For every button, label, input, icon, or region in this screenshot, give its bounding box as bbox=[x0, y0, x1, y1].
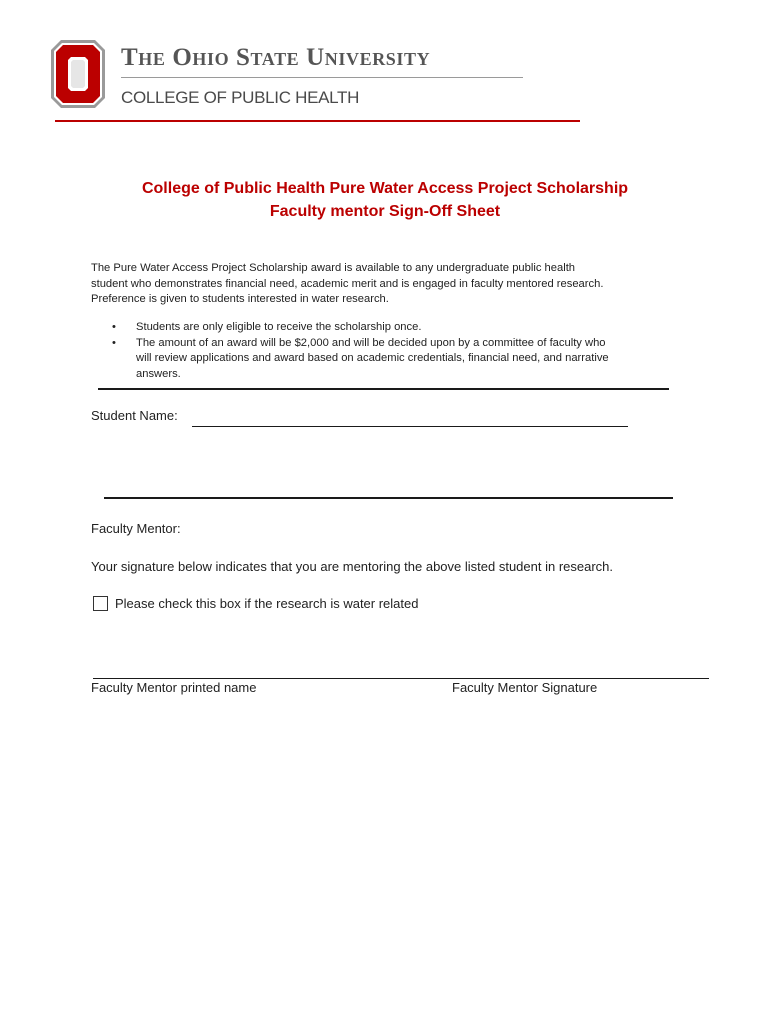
section-divider bbox=[98, 388, 669, 390]
eligibility-bullet-list bbox=[112, 320, 672, 382]
bullet-icon: • bbox=[112, 336, 116, 349]
signature-label: Faculty Mentor Signature bbox=[452, 680, 598, 695]
block-o-logo-icon bbox=[51, 40, 105, 108]
section-divider bbox=[104, 497, 673, 499]
bullet-line: Students are only eligible to receive the scholarship once. bbox=[136, 321, 422, 333]
intro-line: The Pure Water Access Project Scholarship award is available to any undergraduate public health bbox=[91, 262, 576, 274]
printed-name-field[interactable] bbox=[93, 678, 395, 679]
water-research-checkbox-row bbox=[93, 596, 418, 611]
university-name: The Ohio State University bbox=[121, 44, 431, 71]
intro-paragraph bbox=[91, 261, 681, 308]
document-title-line-2: Faculty mentor Sign-Off Sheet bbox=[269, 203, 501, 220]
bullet-line: answers. bbox=[136, 367, 181, 380]
intro-line: Preference is given to students interested in water research. bbox=[91, 293, 389, 305]
document-title-line-1: College of Public Health Pure Water Access Project Scholarship bbox=[141, 180, 629, 197]
intro-line: student who demonstrates financial need, academic merit and is engaged in faculty mentored research. bbox=[91, 277, 604, 290]
student-name-label: Student Name: bbox=[91, 408, 178, 423]
bullet-icon: • bbox=[112, 321, 116, 333]
header-divider-red bbox=[55, 120, 580, 122]
signature-field[interactable] bbox=[395, 678, 709, 679]
header-divider-gray bbox=[121, 77, 523, 78]
bullet-item bbox=[112, 320, 672, 336]
bullet-item bbox=[112, 336, 672, 383]
water-research-checkbox-label: Please check this box if the research is water related bbox=[115, 596, 419, 611]
student-name-field[interactable] bbox=[192, 426, 628, 427]
college-name: COLLEGE OF PUBLIC HEALTH bbox=[121, 88, 360, 107]
printed-name-label: Faculty Mentor printed name bbox=[91, 680, 257, 695]
bullet-line: The amount of an award will be $2,000 and will be decided upon by a committee of faculty who bbox=[136, 336, 606, 349]
signature-statement: Your signature below indicates that you are mentoring the above listed student in research. bbox=[91, 559, 614, 574]
faculty-mentor-label: Faculty Mentor: bbox=[91, 521, 181, 536]
bullet-line: will review applications and award based on academic credentials, financial need, and narrative bbox=[136, 352, 609, 364]
water-research-checkbox[interactable] bbox=[93, 596, 108, 611]
